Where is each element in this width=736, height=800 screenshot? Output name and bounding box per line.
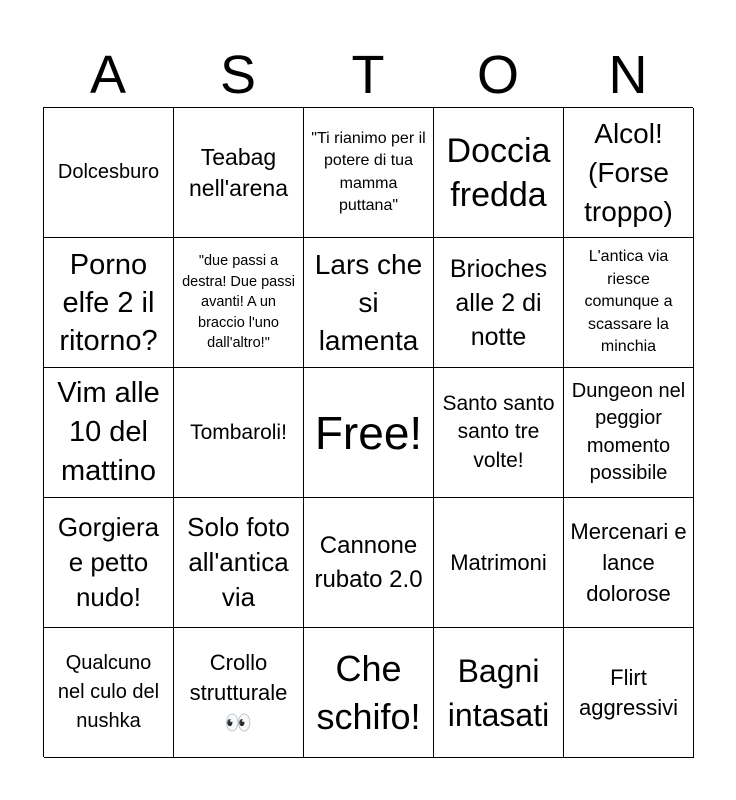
cell-label: Doccia fredda <box>446 131 551 214</box>
header-letter-s: S <box>219 45 257 105</box>
bingo-cell[interactable] <box>44 498 174 628</box>
cell-label: Tombaroli! <box>190 421 287 444</box>
bingo-cell[interactable] <box>434 238 564 368</box>
cell-label: Brioches alle 2 di notte <box>449 254 548 351</box>
bingo-cell[interactable] <box>564 108 694 238</box>
cell-label: Dolcesburo <box>57 161 160 183</box>
cell-label: Teabag nell'arena <box>188 143 289 201</box>
bingo-cell[interactable] <box>174 368 304 498</box>
bingo-cell[interactable] <box>44 238 174 368</box>
cell-label: Lars che si lamenta <box>314 248 423 356</box>
cell-label: Che schifo! <box>316 647 421 737</box>
cell-label: L'antica via riesce comunque a scassare la minchia <box>584 248 673 356</box>
bingo-cell[interactable] <box>434 628 564 758</box>
cell-label: Porno elfe 2 il ritorno? <box>59 248 158 357</box>
bingo-cell[interactable] <box>304 238 434 368</box>
cell-label: Gorgiera e petto nudo! <box>57 512 160 612</box>
bingo-cell[interactable] <box>304 368 434 498</box>
cell-label: Flirt aggressivi <box>578 664 679 720</box>
free-space: Free! <box>314 406 423 459</box>
cell-label: "Ti rianimo per il potere di tua mamma puttana" <box>311 129 426 214</box>
cell-label: Solo foto all'antica via <box>187 512 290 612</box>
bingo-cell[interactable] <box>304 108 434 238</box>
cell-label: Vim alle 10 del mattino <box>57 377 160 487</box>
bingo-header <box>43 44 693 106</box>
bingo-cell[interactable] <box>564 628 694 758</box>
cell-label: Bagni intasati <box>447 652 550 733</box>
bingo-cell[interactable] <box>174 628 304 758</box>
cell-label: Alcol! (Forse troppo) <box>584 118 673 227</box>
bingo-board <box>43 107 693 757</box>
cell-label: "due passi a destra! Due passi avanti! A un braccio l'uno dall'altro!" <box>182 253 295 352</box>
header-letter-n: N <box>608 45 648 105</box>
bingo-cell[interactable] <box>174 238 304 368</box>
cell-label: Dungeon nel peggior momento possibile <box>571 379 686 484</box>
bingo-cell[interactable] <box>304 628 434 758</box>
cell-label: Mercenari e lance dolorose <box>570 519 687 606</box>
bingo-cell[interactable] <box>304 498 434 628</box>
bingo-cell[interactable] <box>564 368 694 498</box>
cell-label: Santo santo santo tre volte! <box>442 391 555 472</box>
bingo-cell[interactable] <box>564 238 694 368</box>
bingo-cell[interactable] <box>44 108 174 238</box>
bingo-cell[interactable] <box>174 498 304 628</box>
cell-label: Crollo strutturale 👀 <box>189 649 288 735</box>
header-letter-t: T <box>351 45 385 105</box>
bingo-cell[interactable] <box>174 108 304 238</box>
cell-label: Matrimoni <box>450 549 547 575</box>
header-letter-a: A <box>89 45 127 105</box>
bingo-cell[interactable] <box>434 498 564 628</box>
header-letter-o: O <box>476 45 519 105</box>
cell-label: Qualcuno nel culo del nushka <box>57 652 160 732</box>
bingo-cell[interactable] <box>434 368 564 498</box>
bingo-cell[interactable] <box>564 498 694 628</box>
bingo-cell[interactable] <box>44 628 174 758</box>
bingo-cell[interactable] <box>434 108 564 238</box>
bingo-cell[interactable] <box>44 368 174 498</box>
cell-label: Cannone rubato 2.0 <box>314 531 423 593</box>
